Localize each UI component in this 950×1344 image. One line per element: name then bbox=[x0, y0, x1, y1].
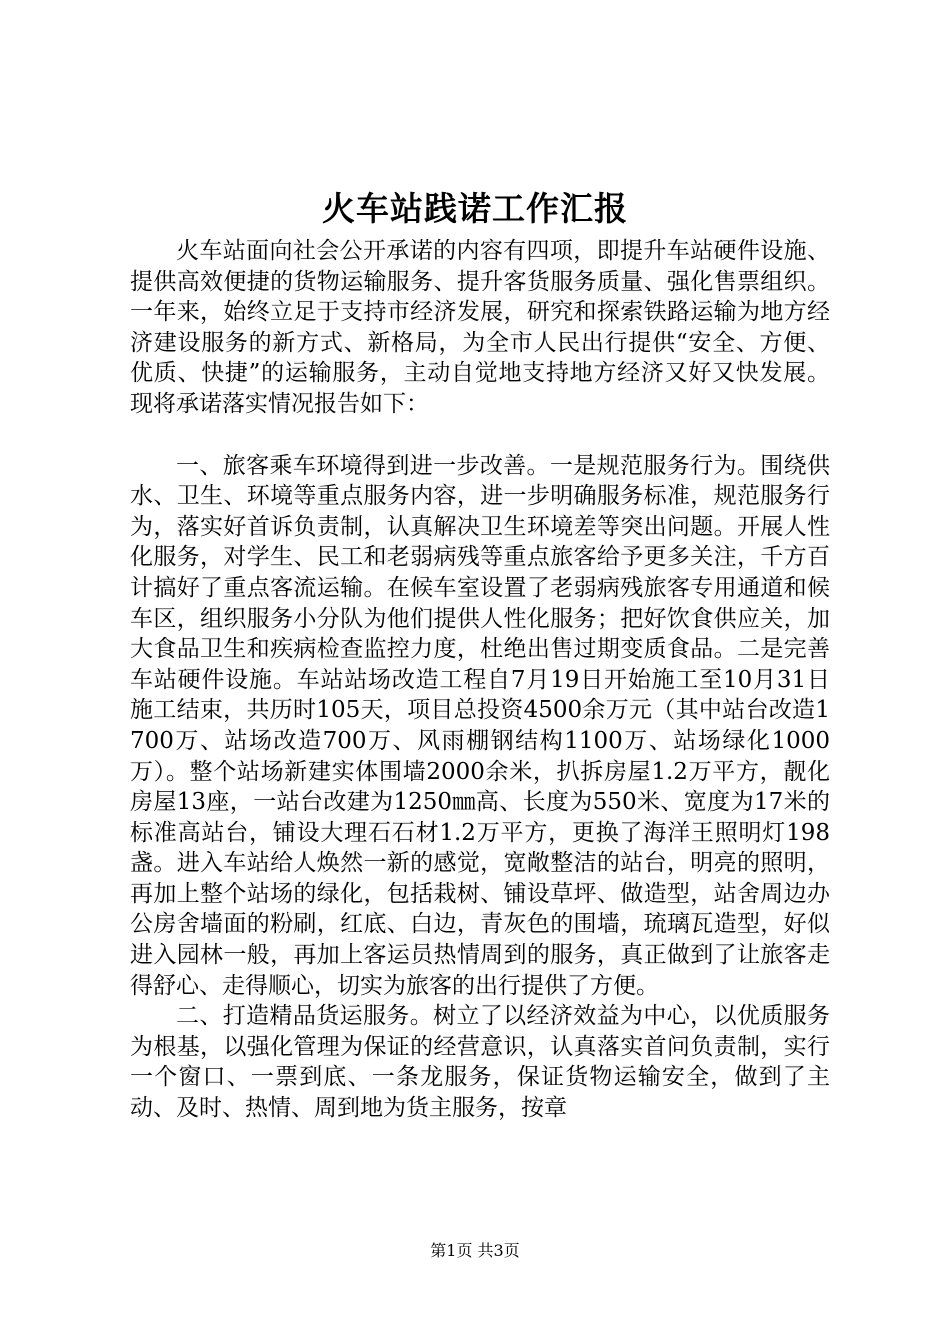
page-number-footer: 第1页 共3页 bbox=[430, 1241, 520, 1260]
paragraph-section-two: 二、打造精品货运服务。树立了以经济效益为中心，以优质服务为根基，以强化管理为保证的经营意识，认真落实首问负责制，实行一个窗口、一票到底、一条龙服务，保证货物运输安全，做到了主动、及时、热情、周到地为货主服务，按章 bbox=[130, 1003, 830, 1122]
paragraph-intro: 火车站面向社会公开承诺的内容有四项，即提升车站硬件设施、提供高效便捷的货物运输服务、提升客货服务质量、强化售票组织。一年来，始终立足于支持市经济发展，研究和探索铁路运输为地方经济建设服务的新方式、新格局，为全市人民出行提供“安全、方便、优质、快捷”的运输服务，主动自觉地支持地方经济又好又快发展。现将承诺落实情况报告如下： bbox=[130, 238, 830, 417]
document-title: 火车站践诺工作汇报 bbox=[322, 189, 628, 228]
paragraph-spacer bbox=[130, 420, 830, 451]
paragraph-section-one: 一、旅客乘车环境得到进一步改善。一是规范服务行为。围绕供水、卫生、环境等重点服务内容，进一步明确服务标准，规范服务行为，落实好首诉负责制，认真解决卫生环境差等突出问题。开展人性化服务，对学生、民工和老弱病残等重点旅客给予更多关注，千方百计搞好了重点客流运输。在候车室设置了老弱病残旅客专用通道和候车区，组织服务小分队为他们提供人性化服务；把好饮食供应关，加大食品卫生和疾病检查监控力度，杜绝出售过期变质食品。二是完善车站硬件设施。车站站场改造工程自7月19日开始施工至10月31日施工结束，共历时105天，项目总投资4500余万元（其中站台改造1700万、站场改造700万、风雨棚钢结构1100万、站场绿化1000万）。整个站场新建实体围墙2000余米，扒拆房屋1.2万平方，靓化房屋13座，一站台改建为1250㎜高、长度为550米、宽度为17米的标准高站台，铺设大理石石材1.2万平方，更换了海洋王照明灯198盏。进入车站给人焕然一新的感觉，宽敞整洁的站台，明亮的照明，再加上整个站场的绿化，包括栽树、铺设草坪、做造型，站舍周边办公房舍墙面的粉刷，红底、白边，青灰色的围墙，琉璃瓦造型，好似进入园林一般，再加上客运员热情周到的服务，真正做到了让旅客走得舒心、走得顺心，切实为旅客的出行提供了方便。 bbox=[130, 452, 830, 999]
document-body bbox=[130, 236, 830, 1124]
